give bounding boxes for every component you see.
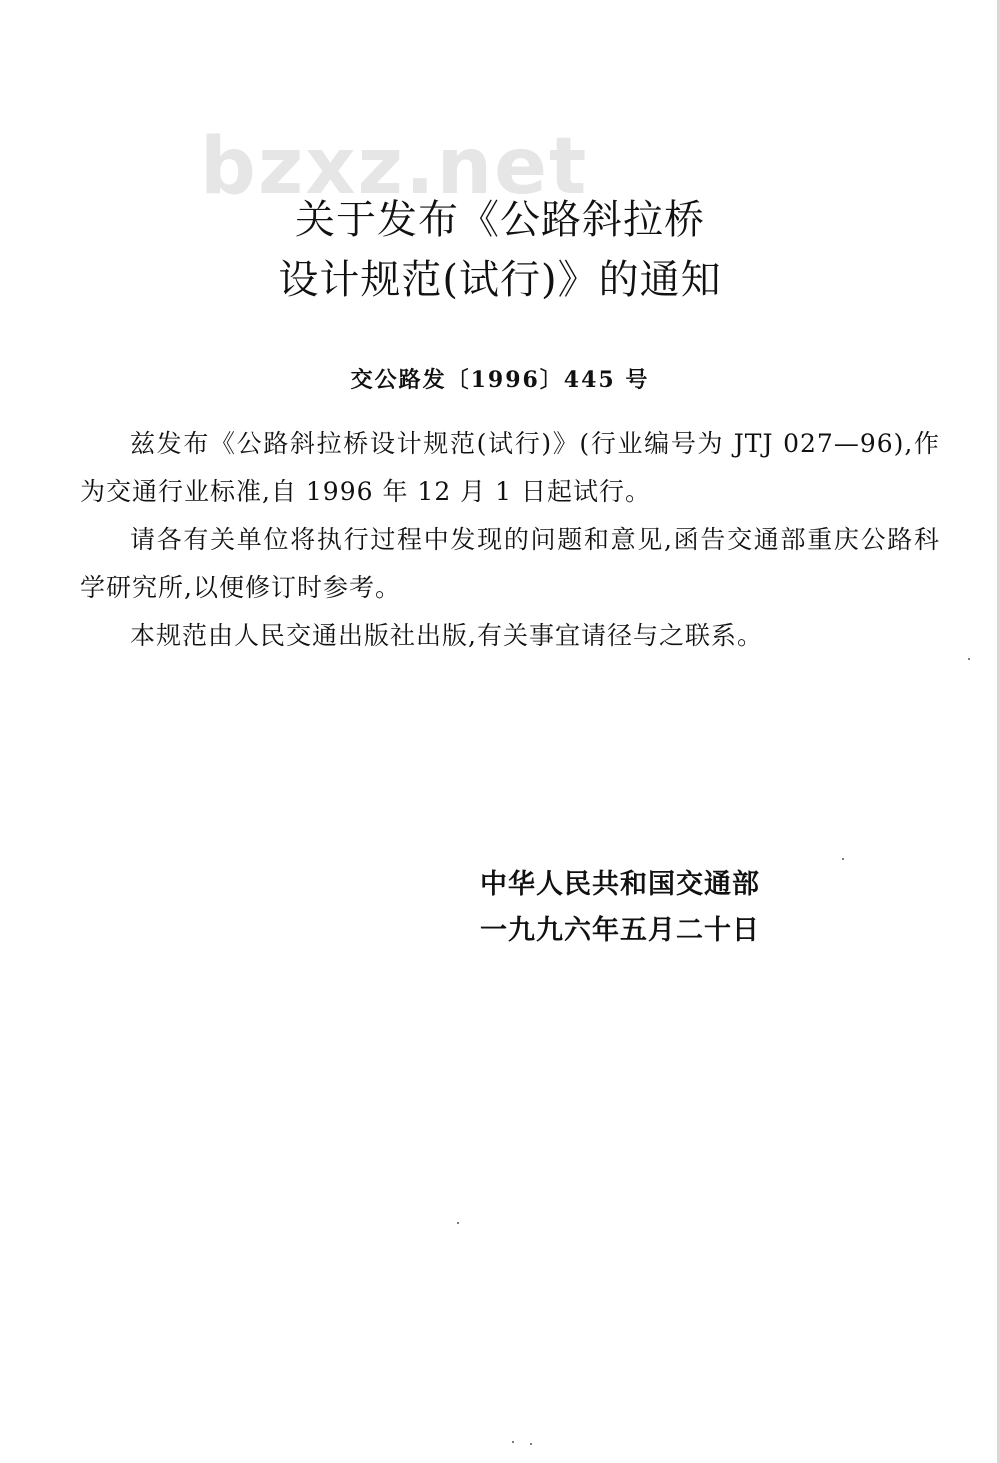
scan-speck <box>512 1441 514 1443</box>
title-line-1: 关于发布《公路斜拉桥 <box>295 197 705 243</box>
signature-block <box>480 862 760 954</box>
scan-speck <box>968 658 970 660</box>
issuer-name: 中华人民共和国交通部 <box>480 869 760 900</box>
notice-body <box>80 420 940 660</box>
issue-date: 一九九六年五月二十日 <box>480 915 760 946</box>
document-title <box>0 190 1000 310</box>
scan-speck <box>457 1222 459 1224</box>
watermark: bzxz.net <box>200 122 589 212</box>
paragraph-3: 本规范由人民交通出版社出版,有关事宜请径与之联系。 <box>130 621 763 650</box>
scan-speck <box>842 858 844 860</box>
scan-speck <box>530 1443 532 1445</box>
paragraph-2: 请各有关单位将执行过程中发现的问题和意见,函告交通部重庆公路科学研究所,以便修订时参考。 <box>80 525 940 602</box>
title-line-2: 设计规范(试行)》的通知 <box>278 257 722 303</box>
paragraph-1: 兹发布《公路斜拉桥设计规范(试行)》(行业编号为 JTJ 027—96),作为交通行业标准,自 1996 年 12 月 1 日起试行。 <box>80 429 940 506</box>
document-number: 交公路发〔1996〕445 号 <box>350 367 650 393</box>
